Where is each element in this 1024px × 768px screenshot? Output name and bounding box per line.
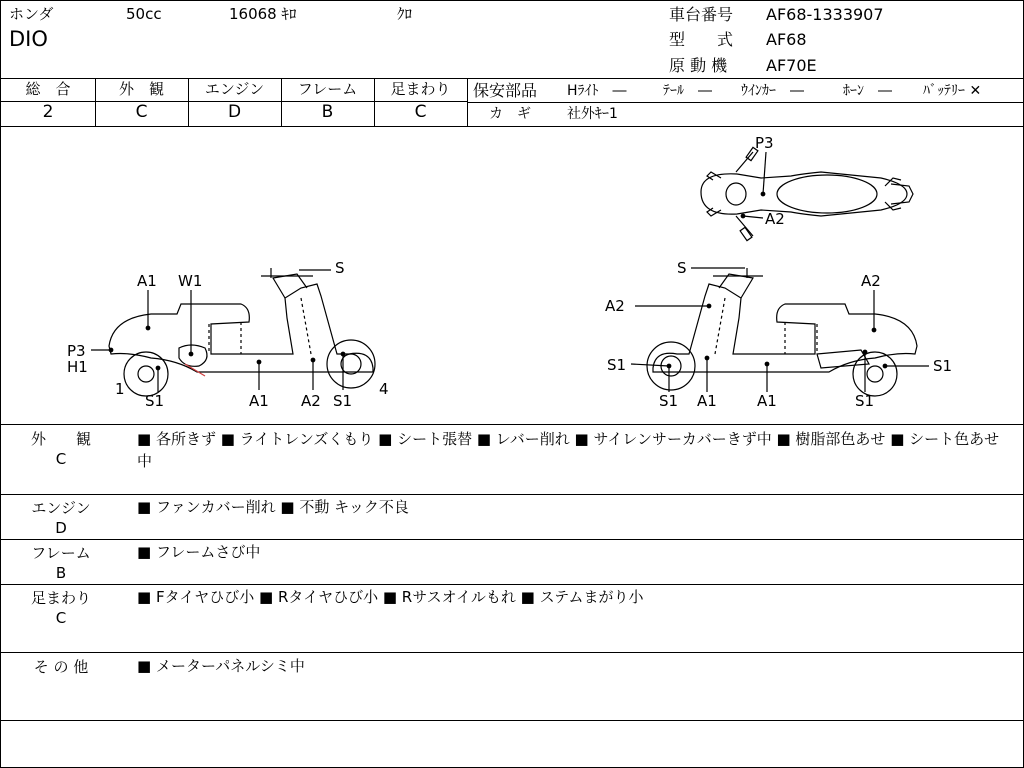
scooter-right-view bbox=[631, 268, 929, 396]
remark-suspension-label bbox=[1, 588, 121, 629]
mark-left-p3: P3 bbox=[67, 342, 86, 360]
mark-right-a1-mid: A1 bbox=[757, 392, 777, 410]
remark-exterior-label bbox=[1, 429, 121, 470]
grade-engine-label: エンジン bbox=[204, 80, 265, 98]
mark-left-a1-top: A1 bbox=[137, 272, 157, 290]
remark-exterior-grade: C bbox=[55, 450, 67, 469]
engine-type-value: AF70E bbox=[766, 56, 817, 75]
remark-engine-title: エンジン bbox=[31, 499, 91, 517]
mark-left-s: S bbox=[335, 259, 345, 277]
mark-top-p3: P3 bbox=[755, 134, 774, 152]
mark-left-4: 4 bbox=[379, 380, 389, 398]
mileage: 16068 ｷﾛ bbox=[229, 5, 297, 23]
grade-suspension-label: 足まわり bbox=[390, 80, 451, 98]
maker: ホンダ bbox=[9, 5, 54, 23]
remark-suspension-title: 足まわり bbox=[30, 589, 91, 607]
grade-overall-label: 総 合 bbox=[25, 80, 71, 98]
displacement: 50cc bbox=[126, 5, 162, 23]
remark-suspension-grade: C bbox=[55, 609, 67, 628]
mark-right-a2-right: A2 bbox=[861, 272, 881, 290]
safety-horn: ﾎｰﾝ ― bbox=[843, 83, 892, 99]
model-type-value: AF68 bbox=[766, 30, 807, 49]
model-type-label: 型 式 bbox=[669, 30, 734, 49]
engine-type-label: 原 動 機 bbox=[669, 56, 728, 75]
mark-right-a2-left: A2 bbox=[605, 297, 625, 315]
key-label: カ ギ bbox=[489, 106, 531, 122]
remark-frame-text: ■ フレームさび中 bbox=[137, 543, 261, 561]
mark-left-a1-bottom: A1 bbox=[249, 392, 269, 410]
safety-headlight: Hﾗｲﾄ ― bbox=[567, 83, 627, 99]
grade-exterior-value: C bbox=[135, 102, 148, 122]
remark-other-label bbox=[1, 657, 121, 677]
remark-frame-grade: B bbox=[55, 564, 67, 583]
remark-frame-label bbox=[1, 543, 121, 584]
color: ｸﾛ bbox=[397, 5, 413, 23]
grade-frame-label: フレーム bbox=[297, 80, 358, 98]
grade-suspension-value: C bbox=[414, 102, 427, 122]
mark-left-s1-rear: S1 bbox=[333, 392, 353, 410]
grade-overall-value: 2 bbox=[42, 102, 54, 122]
remark-engine-grade: D bbox=[55, 519, 67, 538]
safety-battery: ﾊﾞｯﾃﾘｰ ✕ bbox=[923, 83, 982, 99]
model-name: DIO bbox=[9, 27, 48, 51]
key-value: 社外ｷｰ1 bbox=[567, 106, 618, 122]
safety-parts-title: 保安部品 bbox=[473, 81, 538, 100]
grade-frame-value: B bbox=[321, 102, 334, 122]
remark-exterior-title: 外 観 bbox=[30, 430, 91, 448]
remark-frame-title: フレーム bbox=[31, 544, 91, 562]
mark-right-a1-front: A1 bbox=[697, 392, 717, 410]
mark-right-s: S bbox=[677, 259, 687, 277]
grade-exterior-label: 外 観 bbox=[118, 80, 164, 98]
mark-right-s1-left: S1 bbox=[607, 356, 627, 374]
safety-taillight: ﾃｰﾙ ― bbox=[663, 83, 712, 99]
remark-engine-text: ■ ファンカバー削れ ■ 不動 キック不良 bbox=[137, 498, 409, 516]
frame-number-value: AF68-1333907 bbox=[766, 5, 884, 24]
frame-number-label: 車台番号 bbox=[669, 5, 734, 24]
remark-engine-label bbox=[1, 498, 121, 539]
safety-winker: ｳｲﾝｶｰ ― bbox=[741, 83, 804, 99]
damage-diagram bbox=[1, 128, 1024, 424]
scooter-top-view bbox=[701, 147, 913, 240]
mark-left-1: 1 bbox=[115, 380, 125, 398]
grade-engine-value: D bbox=[227, 102, 242, 122]
remark-suspension-text: ■ Fタイヤひび小 ■ Rタイヤひび小 ■ Rサスオイルもれ ■ ステムまがり小 bbox=[137, 588, 644, 606]
mark-top-a2: A2 bbox=[765, 210, 785, 228]
mark-right-s1-rear: S1 bbox=[855, 392, 875, 410]
remark-other-title: そ の 他 bbox=[33, 658, 89, 676]
mark-right-s1-front: S1 bbox=[659, 392, 679, 410]
scooter-left-view bbox=[91, 268, 375, 396]
remark-other-text: ■ メーターパネルシミ中 bbox=[137, 657, 305, 675]
mark-left-h1: H1 bbox=[67, 358, 88, 376]
mark-left-a2: A2 bbox=[301, 392, 321, 410]
remark-exterior-text: ■ 各所きず ■ ライトレンズくもり ■ シート張替 ■ レバー削れ ■ サイレンサーカバーきず中 ■ 樹脂部色あせ ■ シート色あせ中 bbox=[137, 430, 1000, 470]
mark-left-w1: W1 bbox=[178, 272, 203, 290]
mark-left-s1-front: S1 bbox=[145, 392, 165, 410]
mark-right-s1-right: S1 bbox=[933, 357, 953, 375]
